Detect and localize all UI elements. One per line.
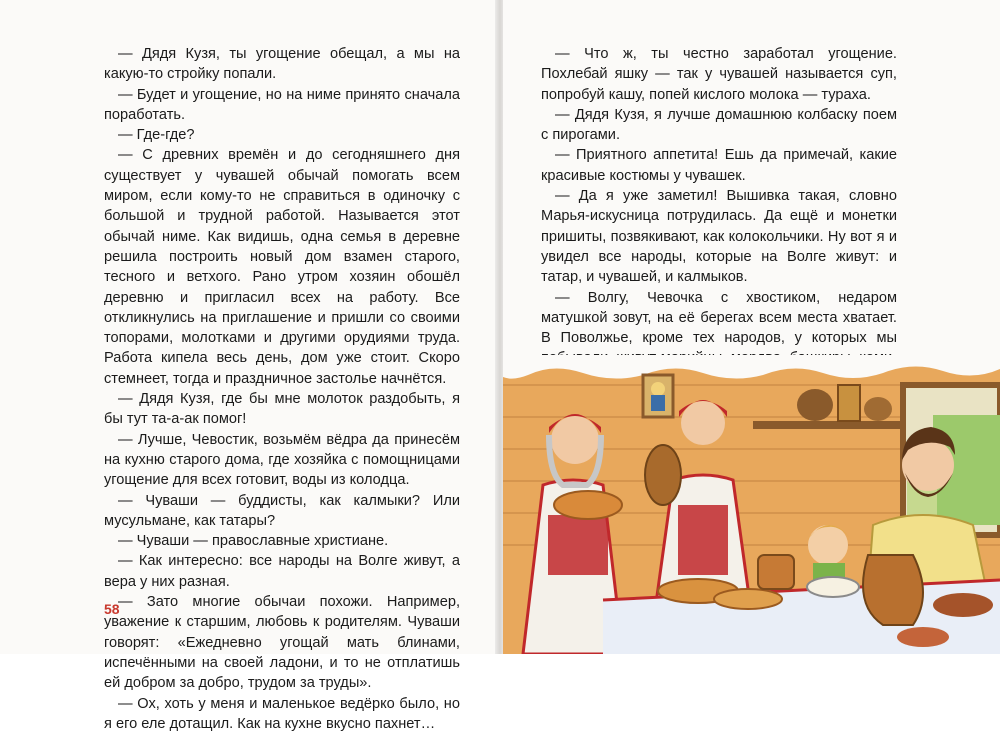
paragraph: — Дядя Кузя, ты угощение обещал, а мы на какую-то стройку попали. xyxy=(104,44,460,85)
paragraph: — Зато многие обычаи похожи. Например, уважение к старшим, любовь к родителям. Чуваши говорят: «Ежедневно угощай мать блинами, испечёнными на своей ладони, и то не отплатишь ей добром за добро, трудом за труды». xyxy=(104,592,460,693)
page-number: 58 xyxy=(104,601,120,617)
paragraph: — Дядя Кузя, я лучше домашнюю колбаску поем с пирогами. xyxy=(541,105,897,146)
paragraph: — Дядя Кузя, где бы мне молоток раздобыть, я бы тут та-а-ак помог! xyxy=(104,389,460,430)
paragraph: — Приятного аппетита! Ешь да примечай, какие красивые костюмы у чувашек. xyxy=(541,145,897,186)
paragraph: — С древних времён и до сегодняшнего дня существует у чувашей обычай помогать всем миром, если кому-то не справиться в одиночку с большой и трудной работой. Называется этот обычай ниме. Как видишь, одна семья в деревне решила построить новый дом взамен старого, тесного и ветхого. Рано утром хозяин обошёл деревню и пригласил всех на работу. Все откликнулись на приглашение и пришли со своими топорами, молотками и другими орудиями труда. Работа кипела весь день, дом уже стоит. Скоро стемнеет, тогда и праздничное застолье начнётся. xyxy=(104,145,460,389)
paragraph: — Лучше, Чевостик, возьмём вёдра да принесём на кухню старого дома, где хозяйка с помощницами угощение для всех готовит, воды из колодца. xyxy=(104,430,460,491)
left-text-column xyxy=(104,44,460,734)
paragraph: — Ох, хоть у меня и маленькое ведёрко было, но я его еле дотащил. Как на кухне вкусно пахнет… xyxy=(104,694,460,734)
kitchen-feast-illustration xyxy=(503,355,1000,654)
paragraph: — Чуваши — буддисты, как калмыки? Или мусульмане, как татары? xyxy=(104,491,460,532)
paragraph: — Чуваши — православные христиане. xyxy=(104,531,460,551)
paragraph: — Как интересно: все народы на Волге живут, а вера у них разная. xyxy=(104,551,460,592)
wall-icon xyxy=(643,375,673,417)
right-page xyxy=(503,0,1000,654)
paragraph: — Что ж, ты честно заработал угощение. Похлебай яшку — так у чувашей называется суп, попробуй кашу, попей кислого молока — тураха. xyxy=(541,44,897,105)
left-page xyxy=(0,0,497,654)
paragraph: — Волгу, Чевочка с хвостиком, недаром матушкой зовут, на её берегах всем места хватает. В Поволжье, кроме тех народов, у которых мы xyxy=(541,288,897,430)
paragraph: — Будет и угощение, но на ниме принято сначала поработать. xyxy=(104,85,460,126)
paragraph: — Где-где? xyxy=(104,125,460,145)
paragraph: — Да я уже заметил! Вышивка такая, словно Марья-искусница потрудилась. Да ещё и монетки пришиты, позвякивают, как колокольчики. Ну вот я и увидел все народы, которые на Волге живут: и татар, и чувашей, и калмыков. xyxy=(541,186,897,287)
